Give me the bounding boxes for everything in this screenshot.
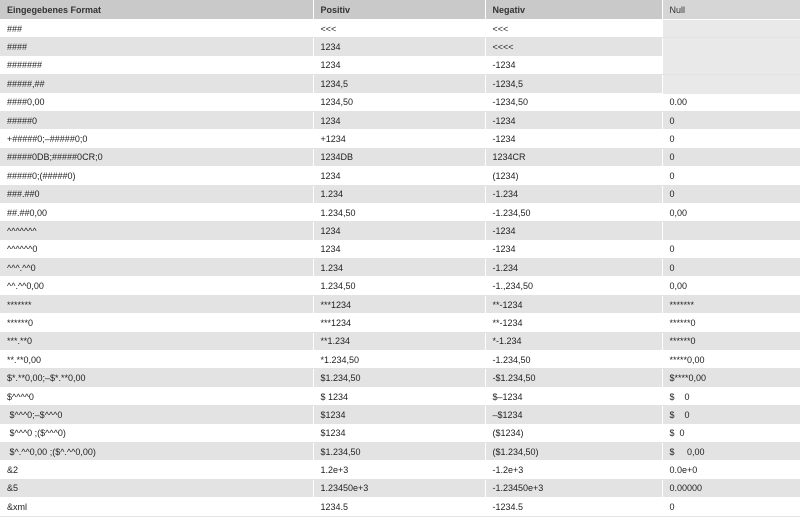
header-positive: Positiv [313,0,485,20]
table-row [0,442,800,460]
negative-cell: -1.234 [485,185,662,203]
table-row [0,56,800,74]
positive-cell: ***1234 [313,295,485,313]
positive-cell: 1.2e+3 [313,461,485,479]
null-cell: ******* [662,295,800,313]
negative-cell: (1234) [485,167,662,185]
header-negative: Negativ [485,0,662,20]
positive-cell: $1234 [313,406,485,424]
negative-cell: <<<< [485,38,662,56]
null-cell: 0 [662,259,800,277]
format-cell: ******0 [0,314,313,332]
null-cell: *****0,00 [662,351,800,369]
null-cell [662,38,800,56]
positive-cell: $1.234,50 [313,442,485,460]
format-cell: &5 [0,479,313,497]
negative-cell: **-1234 [485,314,662,332]
positive-cell: <<< [313,20,485,38]
null-cell: $ 0 [662,406,800,424]
null-cell [662,20,800,38]
format-cell: +#####0;–#####0;0 [0,130,313,148]
null-cell: $****0,00 [662,369,800,387]
negative-cell: $–1234 [485,387,662,405]
table-row [0,222,800,240]
format-cell: ####### [0,56,313,74]
positive-cell: 1234DB [313,148,485,166]
positive-cell: *1.234,50 [313,351,485,369]
table-row [0,20,800,38]
positive-cell: $ 1234 [313,387,485,405]
format-cell: ### [0,20,313,38]
null-cell: 0,00 [662,277,800,295]
negative-cell: -1.234,50 [485,203,662,221]
format-cell: ##.##0,00 [0,203,313,221]
format-cell: #####0DB;#####0CR;0 [0,148,313,166]
format-cell: $^^^^0 [0,387,313,405]
negative-cell: -1234 [485,111,662,129]
table-row [0,295,800,313]
positive-cell: $1.234,50 [313,369,485,387]
negative-cell: -1.23450e+3 [485,479,662,497]
negative-cell: -1.234 [485,259,662,277]
null-cell: 0 [662,167,800,185]
table-row [0,130,800,148]
positive-cell: 1234 [313,222,485,240]
negative-cell: -1.,234,50 [485,277,662,295]
null-cell: $ 0 [662,424,800,442]
negative-cell: <<< [485,20,662,38]
table-row [0,314,800,332]
format-cell: $^^^0;–$^^^0 [0,406,313,424]
null-cell: ******0 [662,314,800,332]
format-cell: $^.^^0,00 ;($^.^^0,00) [0,442,313,460]
table-row [0,351,800,369]
null-cell [662,75,800,93]
table-row [0,406,800,424]
format-cell: #####0 [0,111,313,129]
null-cell: 0 [662,111,800,129]
negative-cell: -$1.234,50 [485,369,662,387]
positive-cell: 1.234,50 [313,277,485,295]
negative-cell: ($1234) [485,424,662,442]
format-cell: $*.**0,00;–$*.**0,00 [0,369,313,387]
negative-cell: -1.234,50 [485,351,662,369]
format-cell: ******* [0,295,313,313]
positive-cell: 1234 [313,38,485,56]
format-cell: ^^.^^0,00 [0,277,313,295]
null-cell: 0.00 [662,93,800,111]
positive-cell: **1.234 [313,332,485,350]
table-row [0,479,800,497]
table-row [0,203,800,221]
null-cell [662,56,800,74]
table-row [0,332,800,350]
positive-cell: 1234 [313,111,485,129]
null-cell: 0 [662,240,800,258]
positive-cell: 1.234,50 [313,203,485,221]
header-null: Null [662,0,800,20]
positive-cell: 1234 [313,56,485,74]
positive-cell: 1234 [313,240,485,258]
table-row [0,369,800,387]
positive-cell: 1.234 [313,185,485,203]
format-cell: **.**0,00 [0,351,313,369]
format-cell: #### [0,38,313,56]
table-row [0,387,800,405]
negative-cell: -1234 [485,56,662,74]
null-cell: $ 0 [662,387,800,405]
negative-cell: **-1234 [485,295,662,313]
format-cell: $^^^0 ;($^^^0) [0,424,313,442]
table-row [0,240,800,258]
negative-cell: -1234 [485,130,662,148]
negative-cell: –$1234 [485,406,662,424]
null-cell: ******0 [662,332,800,350]
negative-cell: -1234,5 [485,75,662,93]
table-row [0,498,800,516]
null-cell: 0.00000 [662,479,800,497]
null-cell: 0 [662,498,800,516]
positive-cell: 1234.5 [313,498,485,516]
positive-cell: 1234 [313,167,485,185]
table-row [0,277,800,295]
null-cell: 0 [662,130,800,148]
negative-cell: -1234 [485,240,662,258]
positive-cell: $1234 [313,424,485,442]
negative-cell: *-1.234 [485,332,662,350]
null-cell: $ 0,00 [662,442,800,460]
table-row [0,111,800,129]
null-cell: 0,00 [662,203,800,221]
format-cell: #####0;(#####0) [0,167,313,185]
positive-cell: 1.234 [313,259,485,277]
format-cell: ^^^^^^0 [0,240,313,258]
table-row [0,461,800,479]
positive-cell: 1.23450e+3 [313,479,485,497]
format-cell: &2 [0,461,313,479]
format-cell: ***.**0 [0,332,313,350]
table-row [0,38,800,56]
negative-cell: -1234,50 [485,93,662,111]
null-cell: 0 [662,148,800,166]
null-cell: 0 [662,185,800,203]
positive-cell: +1234 [313,130,485,148]
table-row [0,167,800,185]
format-cell: ####0,00 [0,93,313,111]
header-row [0,0,800,20]
format-cell: &xml [0,498,313,516]
positive-cell: 1234,5 [313,75,485,93]
format-cell: ^^^.^^0 [0,259,313,277]
table-row [0,93,800,111]
table-row [0,259,800,277]
format-cell: #####,## [0,75,313,93]
negative-cell: -1234.5 [485,498,662,516]
negative-cell: -1.2e+3 [485,461,662,479]
null-cell: 0.0e+0 [662,461,800,479]
table-row [0,185,800,203]
format-cell: ^^^^^^^ [0,222,313,240]
negative-cell: 1234CR [485,148,662,166]
positive-cell: 1234,50 [313,93,485,111]
header-format: Eingegebenes Format [0,0,313,20]
table-body [0,20,800,517]
null-cell [662,222,800,240]
table-row [0,75,800,93]
table-row [0,148,800,166]
negative-cell: ($1.234,50) [485,442,662,460]
format-cell: ###.##0 [0,185,313,203]
negative-cell: -1234 [485,222,662,240]
positive-cell: ***1234 [313,314,485,332]
